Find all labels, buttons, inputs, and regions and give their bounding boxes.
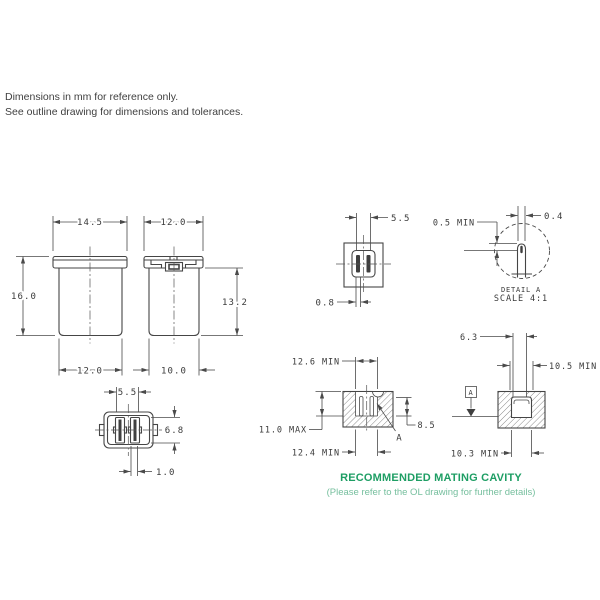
detail-a-scale: SCALE 4:1 — [493, 294, 549, 304]
bottom-view — [95, 387, 184, 478]
dim-cavity-side-slot-width: 6.3 — [459, 333, 478, 343]
dim-detail-tip-height: 0.5 MIN — [432, 218, 475, 229]
detail-a-view — [433, 206, 564, 304]
datum-label: A — [468, 389, 474, 397]
note-line-1: Dimensions in mm for reference only. — [5, 91, 179, 103]
dim-side-height: 13.2 — [221, 298, 249, 308]
dim-cavity-side-width-top: 10.5 MIN — [549, 362, 598, 372]
side-view — [133, 216, 248, 377]
dim-bottom-terminal-span: 5.5 — [117, 388, 138, 398]
dim-cavity-slot-depth: 8.5 — [417, 421, 436, 431]
dim-front-bottom-width: 12.0 — [76, 366, 104, 377]
mating-cavity-front-view — [259, 357, 436, 459]
dim-cavity-width-bottom: 12.4 MIN — [291, 448, 340, 459]
mating-cavity-caption — [321, 472, 541, 498]
dim-front-top-width: 14.5 — [76, 218, 104, 228]
dim-side-top-width: 12.0 — [160, 218, 187, 228]
top-view — [315, 213, 410, 309]
dim-bottom-terminal-thickness: 1.0 — [156, 468, 176, 478]
dim-bottom-body-depth: 6.8 — [164, 426, 185, 436]
dim-top-terminal-width: 0.8 — [315, 298, 335, 309]
dim-side-bottom-width: 10.0 — [160, 366, 188, 377]
dim-cavity-side-width-bottom: 10.3 MIN — [450, 449, 499, 460]
dim-cavity-depth: 11.0 MAX — [258, 425, 307, 436]
note-line-2: See outline drawing for dimensions and tolerances. — [5, 106, 244, 118]
dim-detail-tip-width: 0.4 — [544, 212, 564, 222]
mating-cavity-subtitle: (Please refer to the OL drawing for further details) — [326, 487, 536, 498]
front-view — [11, 216, 127, 377]
dim-front-height: 16.0 — [10, 292, 38, 302]
mating-cavity-side-view — [451, 333, 597, 460]
dim-cavity-width-top: 12.6 MIN — [291, 357, 340, 368]
detail-a-title: DETAIL A — [500, 286, 542, 294]
mating-cavity-title: RECOMMENDED MATING CAVITY — [340, 472, 522, 484]
cavity-feature-label: A — [396, 433, 403, 444]
dim-top-terminal-span: 5.5 — [391, 214, 411, 224]
